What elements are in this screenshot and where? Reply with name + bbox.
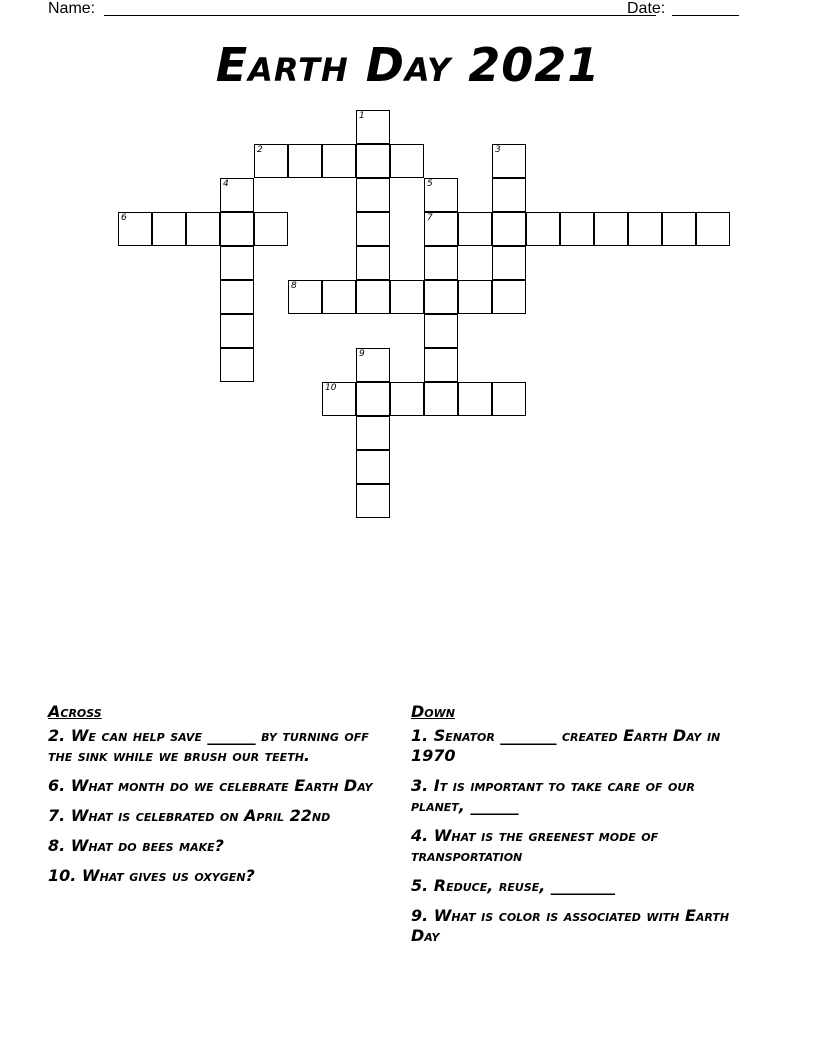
grid-cell[interactable] — [424, 382, 458, 416]
grid-cell[interactable] — [356, 450, 390, 484]
grid-cell[interactable] — [356, 348, 390, 382]
clue-number: 1 — [359, 111, 365, 121]
grid-cell[interactable] — [356, 246, 390, 280]
clue-number: 7 — [427, 213, 433, 223]
grid-cell[interactable] — [356, 144, 390, 178]
grid-cell[interactable] — [254, 212, 288, 246]
across-clues — [48, 702, 378, 896]
down-clue-4: 4. What is the greenest mode of transportation — [411, 826, 659, 865]
grid-cell[interactable] — [220, 348, 254, 382]
grid-cell[interactable] — [356, 280, 390, 314]
page-title: Earth Day 2021 — [215, 38, 601, 92]
grid-cell[interactable] — [220, 314, 254, 348]
grid-cell[interactable] — [356, 110, 390, 144]
across-heading: Across — [48, 702, 102, 721]
grid-cell[interactable] — [288, 144, 322, 178]
grid-cell[interactable] — [526, 212, 560, 246]
across-clue-7: 7. What is celebrated on April 22nd — [48, 806, 331, 825]
grid-cell[interactable] — [628, 212, 662, 246]
grid-cell[interactable] — [458, 212, 492, 246]
clue-number: 8 — [291, 281, 297, 291]
clue-number: 9 — [359, 349, 365, 359]
down-heading: Down — [411, 702, 455, 721]
grid-cell[interactable] — [220, 246, 254, 280]
grid-cell[interactable] — [662, 212, 696, 246]
grid-cell[interactable] — [424, 348, 458, 382]
name-label: Name: — [48, 0, 96, 17]
grid-cell[interactable] — [152, 212, 186, 246]
across-clue-8: 8. What do bees make? — [48, 836, 224, 855]
grid-cell[interactable] — [390, 382, 424, 416]
grid-cell[interactable] — [220, 178, 254, 212]
grid-cell[interactable] — [390, 280, 424, 314]
grid-cell[interactable] — [492, 144, 526, 178]
clue-number: 4 — [223, 179, 229, 189]
grid-cell[interactable] — [458, 382, 492, 416]
grid-cell[interactable] — [288, 280, 322, 314]
down-clue-1: 1. Senator _______ created Earth Day in 1970 — [411, 726, 721, 765]
grid-cell[interactable] — [356, 416, 390, 450]
date-label: Date: — [627, 0, 666, 17]
across-clue-10: 10. What gives us oxygen? — [48, 866, 255, 885]
grid-cell[interactable] — [356, 484, 390, 518]
down-clue-5: 5. Reduce, reuse, ________ — [411, 876, 615, 895]
grid-cell[interactable] — [390, 144, 424, 178]
clue-number: 6 — [121, 213, 127, 223]
grid-cell[interactable] — [356, 382, 390, 416]
grid-cell[interactable] — [220, 212, 254, 246]
clue-number: 3 — [495, 145, 501, 155]
grid-cell[interactable] — [424, 280, 458, 314]
grid-cell[interactable] — [356, 212, 390, 246]
grid-cell[interactable] — [492, 178, 526, 212]
grid-cell[interactable] — [492, 212, 526, 246]
grid-cell[interactable] — [560, 212, 594, 246]
across-clue-6: 6. What month do we celebrate Earth Day — [48, 776, 373, 795]
grid-cell[interactable] — [424, 212, 458, 246]
grid-cell[interactable] — [492, 280, 526, 314]
grid-cell[interactable] — [322, 144, 356, 178]
grid-cell[interactable] — [322, 382, 356, 416]
grid-cell[interactable] — [458, 280, 492, 314]
grid-cell[interactable] — [322, 280, 356, 314]
grid-cell[interactable] — [356, 178, 390, 212]
grid-cell[interactable] — [424, 314, 458, 348]
grid-cell[interactable] — [186, 212, 220, 246]
clue-number: 5 — [427, 179, 433, 189]
down-clues — [411, 702, 751, 956]
grid-cell[interactable] — [254, 144, 288, 178]
grid-cell[interactable] — [424, 246, 458, 280]
across-clue-2: 2. We can help save ______ by turning off the sink while we brush our teeth. — [48, 726, 369, 765]
down-clue-9: 9. What is color is associated with Earth Day — [411, 906, 730, 945]
down-clue-3: 3. It is important to take care of our planet, ______ — [411, 776, 695, 815]
grid-cell[interactable] — [492, 382, 526, 416]
grid-cell[interactable] — [118, 212, 152, 246]
clue-number: 2 — [257, 145, 263, 155]
clue-number: 10 — [325, 383, 337, 393]
grid-cell[interactable] — [492, 246, 526, 280]
grid-cell[interactable] — [220, 280, 254, 314]
grid-cell[interactable] — [594, 212, 628, 246]
grid-cell[interactable] — [696, 212, 730, 246]
grid-cell[interactable] — [424, 178, 458, 212]
